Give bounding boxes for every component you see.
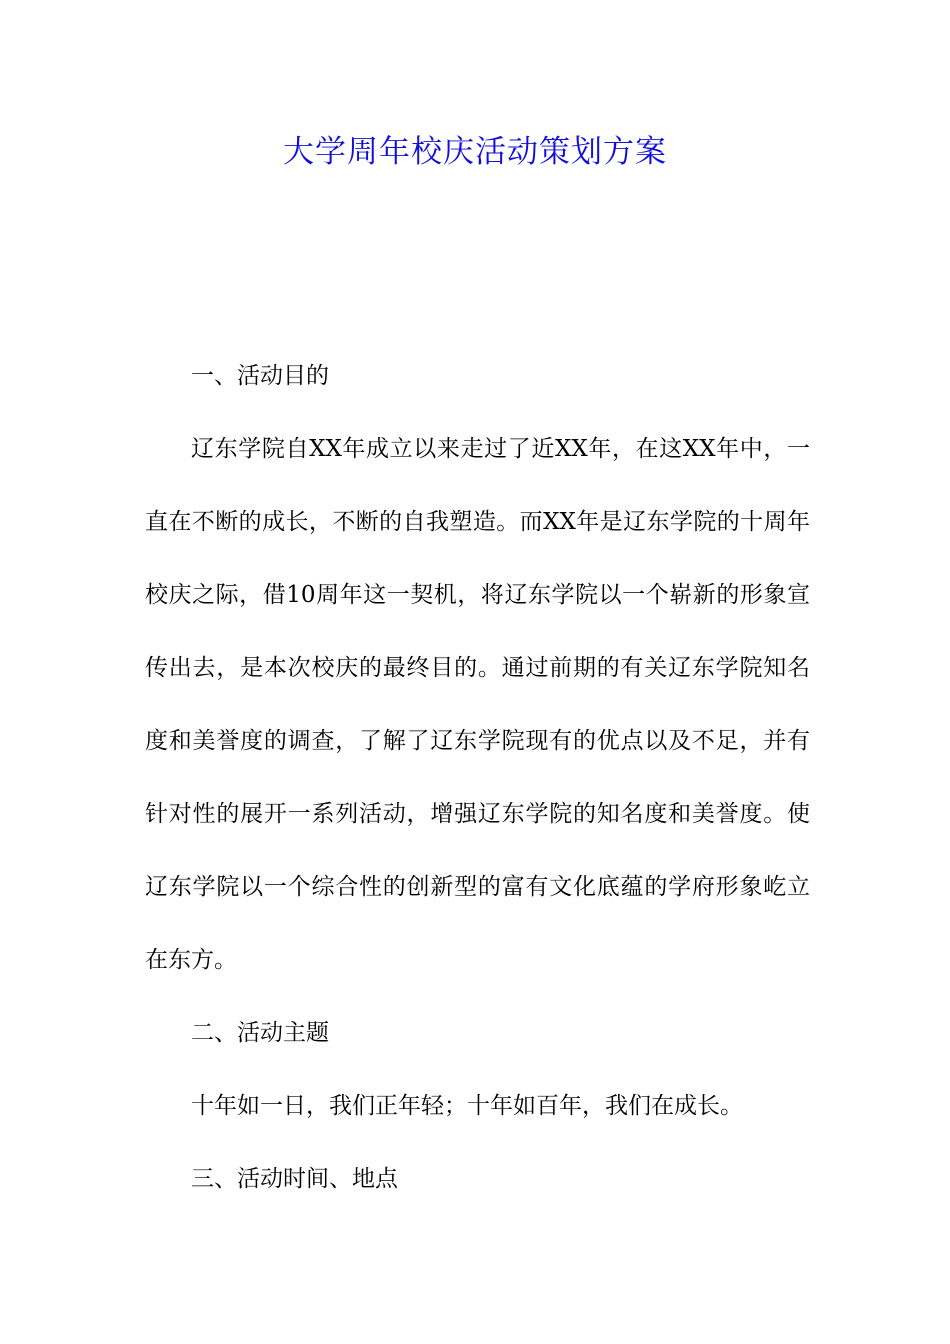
paragraph-purpose: 辽东学院自XX年成立以来走过了近XX年，在这XX年中，一直在不断的成长，不断的自我塑造。而XX年是辽东学院的十周年校庆之际，借10周年这一契机，将辽东学院以一个崭新的形象宣传出去，是本次校庆的最终目的。通过前期的有关辽东学院知名度和美誉度的调查，了解了辽东学院现有的优点以及不足，并有针对性的展开一系列活动，增强辽东学院的知名度和美誉度。使辽东学院以一个综合性的创新型的富有文化底蕴的学府形象屹立在东方。: [145, 436, 810, 973]
section-heading-purpose: 一、活动目的: [191, 363, 329, 389]
section-heading-theme: 二、活动主题: [191, 1020, 329, 1046]
section-heading-time-place: 三、活动时间、地点: [191, 1166, 398, 1192]
document-title: 大学周年校庆活动策划方案: [283, 134, 667, 170]
document-body: [145, 340, 810, 1216]
paragraph-theme: 十年如一日，我们正年轻；十年如百年，我们在成长。: [191, 1093, 743, 1119]
